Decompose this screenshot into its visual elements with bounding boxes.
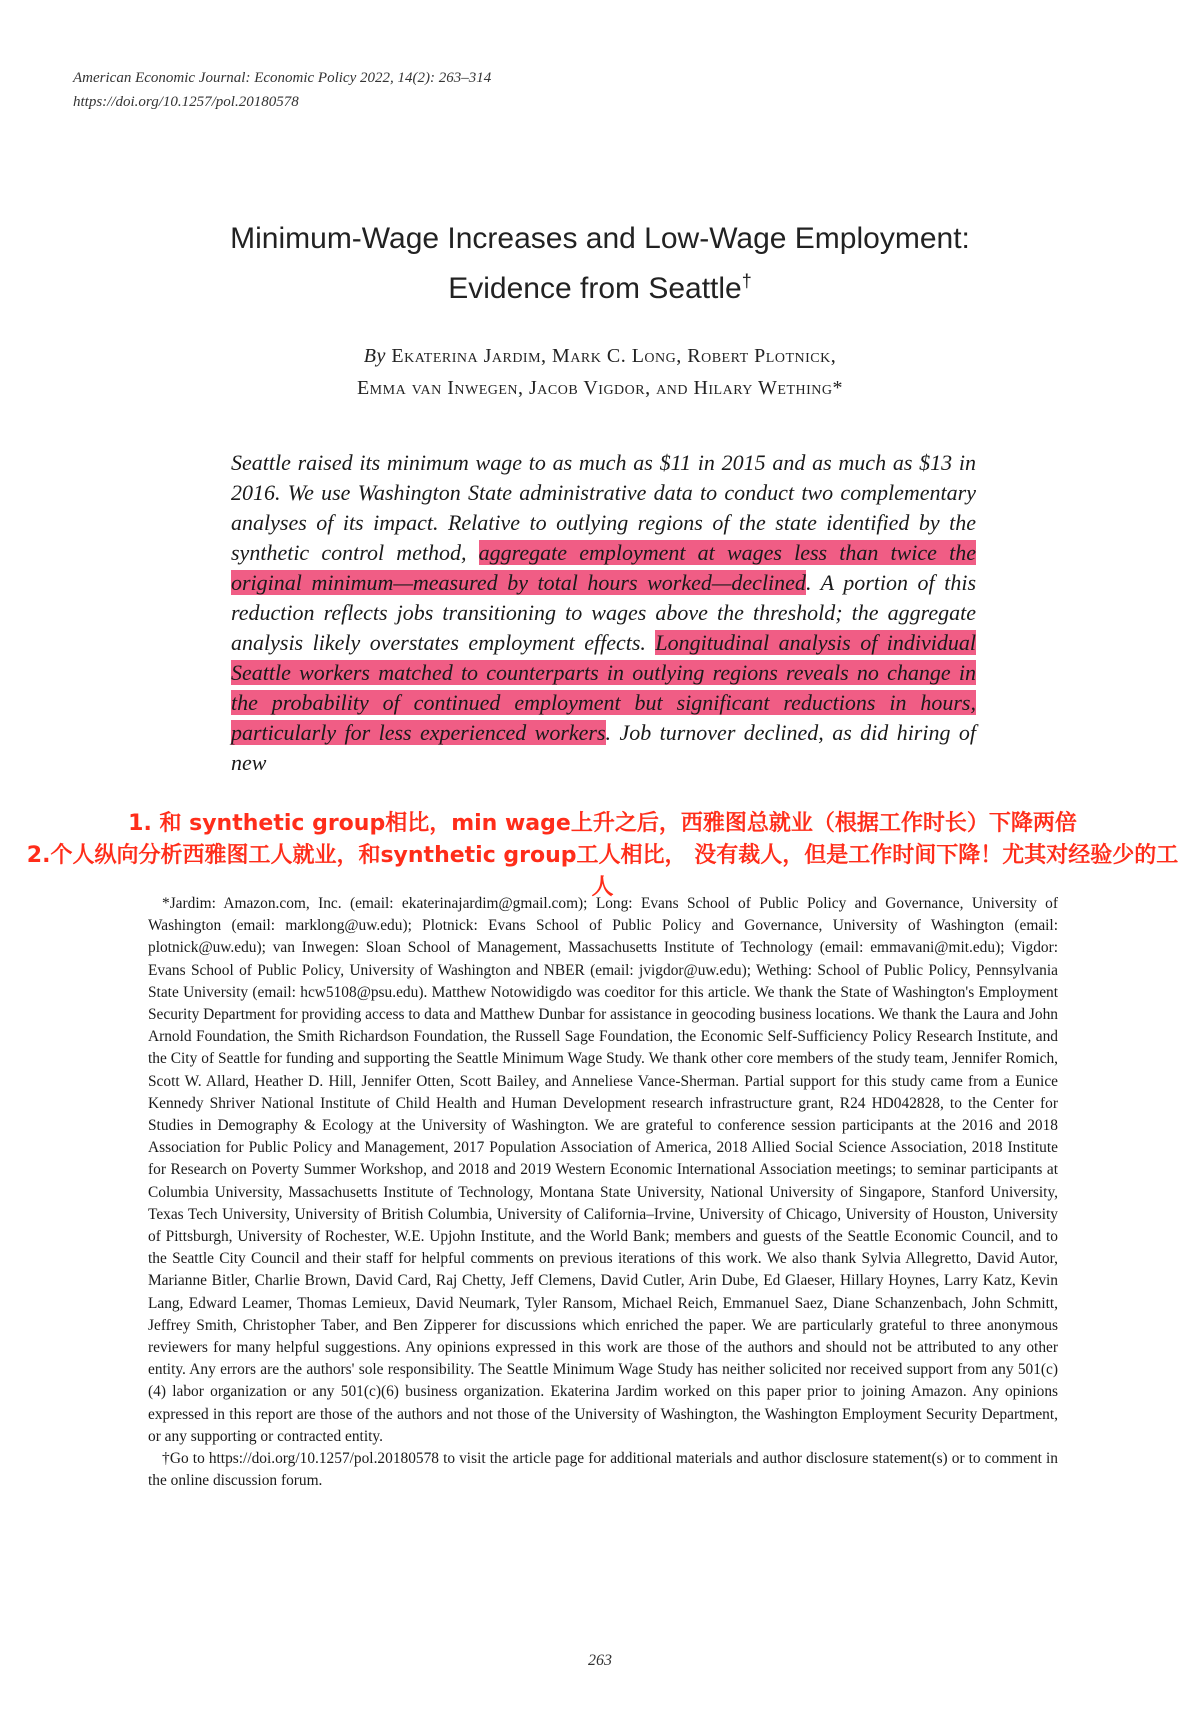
footnote-dagger: †Go to https://doi.org/10.1257/pol.20180578 to visit the article page for additional materials and author disclosure statement(s) or to comment in the online discussion forum. — [148, 1450, 1058, 1490]
footnote-affiliations: *Jardim: Amazon.com, Inc. (email: ekaterinajardim@gmail.com); Long: Evans School of Public Policy and Governance, University of Washington (email: marklong@uw.edu); Plotnick: Evans School of Public Policy and Governance, University of Washington (email: plotnick@uw.edu); van Inwegen: Sloan School of Management, Massachusetts Institute of Technology (email: emmavani@mit.edu); Vigdor: Evans School of Public Policy, University of Washington and NBER (email: jvigdor@uw.edu); Wething: School of Public Policy, Pennsylvania State University (email: hcw5108@psu.edu). Matthew Notowidigdo was coeditor for this article. We thank the State of Washington's Employment Security Department for providing access to data and Matthew Dunbar for assistance in geocoding business locations. We thank the Laura and John Arnold Foundation, the Smith Richardson Foundation, the Russell Sage Foundation, the Economic Self-Sufficiency Policy Research Institute, and the City of Seattle for funding and supporting the Seattle Minimum Wage Study. We thank other core members of the study team, Jennifer Romich, Scott W. Allard, Heather D. Hill, Jennifer Otten, Scott Bailey, and Anneliese Vance-Sherman. Partial support for this study came from a Eunice Kennedy Shriver National Institute of Child Health and Human Development research infrastructure grant, R24 HD042828, to the Center for Studies in Demography & Ecology at the University of Washington. We are grateful to conference session participants at the 2016 and 2018 Association for Public Policy and Management, 2017 Population Association of America, 2018 Allied Social Science Association, 2018 Institute for Research on Poverty Summer Workshop, and 2018 and 2019 Western Economic International Association meetings; to seminar participants at Columbia University, Massachusetts Institute of Technology, Montana State University, National University of Singapore, Stanford University, Texas Tech University, University of British Columbia, University of California–Irvine, University of Chicago, University of Houston, University of Pittsburgh, University of Rochester, W.E. Upjohn Institute, and the World Bank; members and guests of the Seattle Economic Council, and to the Seattle City Council and their staff for helpful comments on previous iterations of this work. We also thank Sylvia Allegretto, David Autor, Marianne Bitler, Charlie Brown, David Card, Raj Chetty, Jeff Clemens, David Cutler, Arin Dube, Ed Glaeser, Hillary Hoynes, Larry Katz, Kevin Lang, Edward Leamer, Thomas Lemieux, David Neumark, Tyler Ransom, Michael Reich, Emmanuel Saez, Diane Schanzenbach, John Schmitt, Jeffrey Smith, Christopher Taber, and Ben Zipperer for discussions which enriched the paper. We are particularly grateful to three anonymous reviewers for many helpful suggestions. Any opinions expressed in this work are those of the authors and should not be attributed to any other entity. Any errors are the authors' sole responsibility. The Seattle Minimum Wage Study has neither solicited nor received support from any 501(c)(4) labor organization or any 501(c)(6) business organization. Ekaterina Jardim worked on this paper prior to joining Amazon. Any opinions expressed in this report are those of the authors and not those of the University of Washington, the Washington Employment Security Department, or any supporting or contracted entity. — [148, 895, 1058, 1445]
abstract-text-2: . A portion of this reduction reflects jobs transitioning to wages above the threshold; the aggregate analysis likely overstates employment effects. — [231, 570, 977, 655]
abstract-text-1: Seattle raised its minimum wage to as much as $11 in 2015 and as much as $13 in 2016. We use Washington State administrative data to conduct two complementary analyses of its impact. Relative to outlying regions of the state identified by the synthetic control method, — [231, 450, 976, 565]
title-line-1: Minimum-Wage Increases and Low-Wage Employment: — [230, 222, 970, 255]
annotation-line-2: 2.个人纵向分析西雅图工人就业，和synthetic group工人相比， 没有裁人，但是工作时间下降！尤其对经验少的工人 — [26, 843, 1179, 900]
author-list — [120, 340, 1080, 404]
doi-link[interactable]: https://doi.org/10.1257/pol.20180578 — [73, 94, 299, 110]
author-line-1: Ekaterina Jardim, Mark C. Long, Robert Plotnick, — [391, 345, 837, 367]
paper-title — [120, 218, 1080, 310]
author-line-2: Emma van Inwegen, Jacob Vigdor, and Hilary Wething* — [356, 377, 844, 399]
page-number: 263 — [588, 1652, 612, 1669]
footnotes — [148, 893, 1058, 1492]
title-line-2: Evidence from Seattle — [448, 272, 742, 305]
journal-citation: American Economic Journal: Economic Policy 2022, 14(2): 263–314 — [73, 70, 492, 86]
annotation-line-1: 1. 和 synthetic group相比，min wage上升之后，西雅图总就业（根据工作时长）下降两倍 — [128, 811, 1077, 836]
title-dagger-mark: † — [741, 271, 752, 291]
handwritten-annotation — [20, 808, 1185, 904]
highlight-aggregate-employment[interactable]: aggregate employment at wages less than twice the original minimum—measured by total hours worked—declined — [231, 540, 976, 595]
abstract — [231, 448, 976, 778]
abstract-text-3: . Job turnover declined, as did hiring of new — [231, 720, 976, 775]
highlight-longitudinal-analysis[interactable]: Longitudinal analysis of individual Seattle workers matched to counterparts in outlying regions reveals no change in the probability of continued employment but significant reductions in hours, particularly for less experienced workers — [231, 630, 977, 745]
author-by-label: By — [363, 345, 386, 367]
